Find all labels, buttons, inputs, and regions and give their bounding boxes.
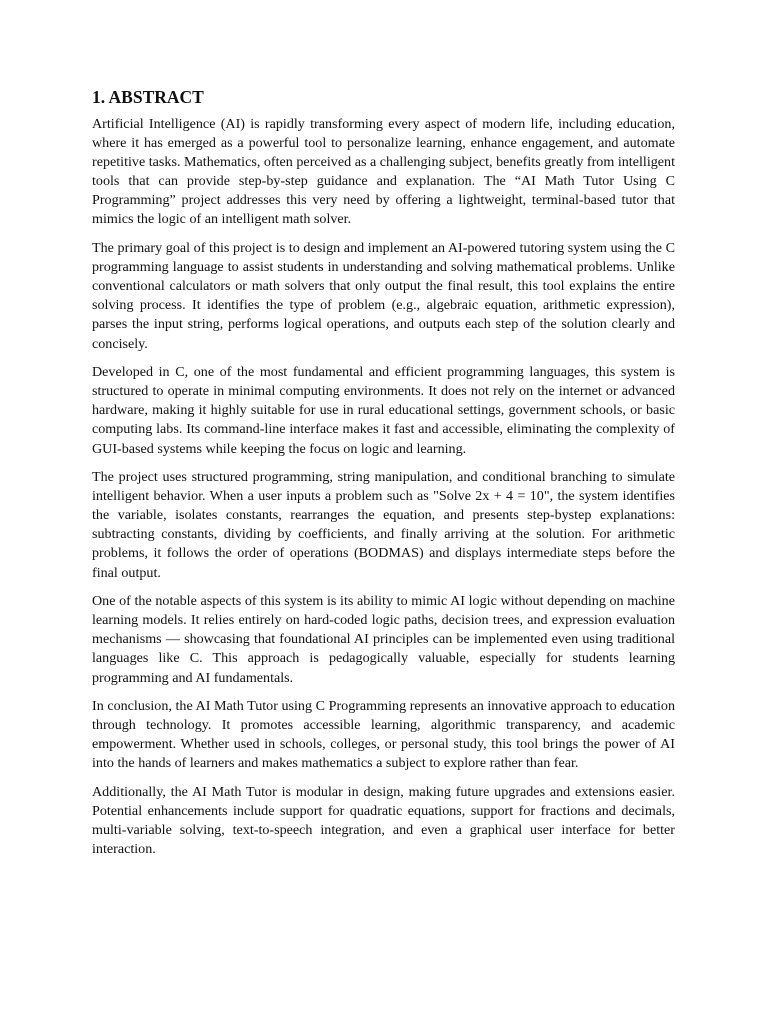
paragraph-developed-in-c: Developed in C, one of the most fundamental and efficient programming languages, this system is structured to operate in minimal computing environments. It does not rely on the internet or advanced hardware, making it highly suitable for use in rural educational settings, government schools, or basic computing labs. Its command-line interface makes it fast and accessible, eliminating the complexity of GUI-based systems while keeping the focus on logic and learning. — [92, 364, 675, 457]
paragraph-primary-goal: The primary goal of this project is to design and implement an AI-powered tutoring system using the C programming language to assist students in understanding and solving mathematical problems. Unlike conventional calculators or math solvers that only output the final result, this tool explains the entire solving process. It identifies the type of problem (e.g., algebraic equation, arithmetic expression), parses the input string, performs logical operations, and outputs each step of the solution clearly and concisely. — [92, 240, 675, 352]
document-body — [92, 86, 675, 869]
section-heading: 1. ABSTRACT — [92, 87, 204, 107]
paragraph-structured-programming: The project uses structured programming, string manipulation, and conditional branching to simulate intelligent behavior. When a user inputs a problem such as "Solve 2x + 4 = 10", the system identifies the variable, isolates constants, rearranges the equation, and presents step-bystep explanations: subtracting constants, dividing by coefficients, and finally arriving at the solution. For arithmetic problems, it follows the order of operations (BODMAS) and displays intermediate steps before the final output. — [92, 469, 675, 581]
paragraph-intro: Artificial Intelligence (AI) is rapidly transforming every aspect of modern life, including education, where it has emerged as a powerful tool to personalize learning, enhance engagement, and automate repetitive tasks. Mathematics, often perceived as a challenging subject, benefits greatly from intelligent tools that can provide step-by-step guidance and explanation. The “AI Math Tutor Using C Programming” project addresses this very need by offering a lightweight, terminal-based tutor that mimics the logic of an intelligent math solver. — [92, 116, 675, 228]
paragraph-ai-logic: One of the notable aspects of this system is its ability to mimic AI logic without depending on machine learning models. It relies entirely on hard-coded logic paths, decision trees, and expression evaluation mechanisms — showcasing that foundational AI principles can be implemented even using traditional languages like C. This approach is pedagogically valuable, especially for students learning programming and AI fundamentals. — [92, 593, 675, 686]
paragraph-additionally: Additionally, the AI Math Tutor is modular in design, making future upgrades and extensions easier. Potential enhancements include support for quadratic equations, support for fractions and decimals, multi-variable solving, text-to-speech integration, and even a graphical user interface for better interaction. — [92, 784, 675, 858]
paragraph-conclusion: In conclusion, the AI Math Tutor using C Programming represents an innovative approach to education through technology. It promotes accessible learning, algorithmic transparency, and academic empowerment. Whether used in schools, colleges, or personal study, this tool brings the power of AI into the hands of learners and makes mathematics a subject to explore rather than fear. — [92, 698, 675, 772]
